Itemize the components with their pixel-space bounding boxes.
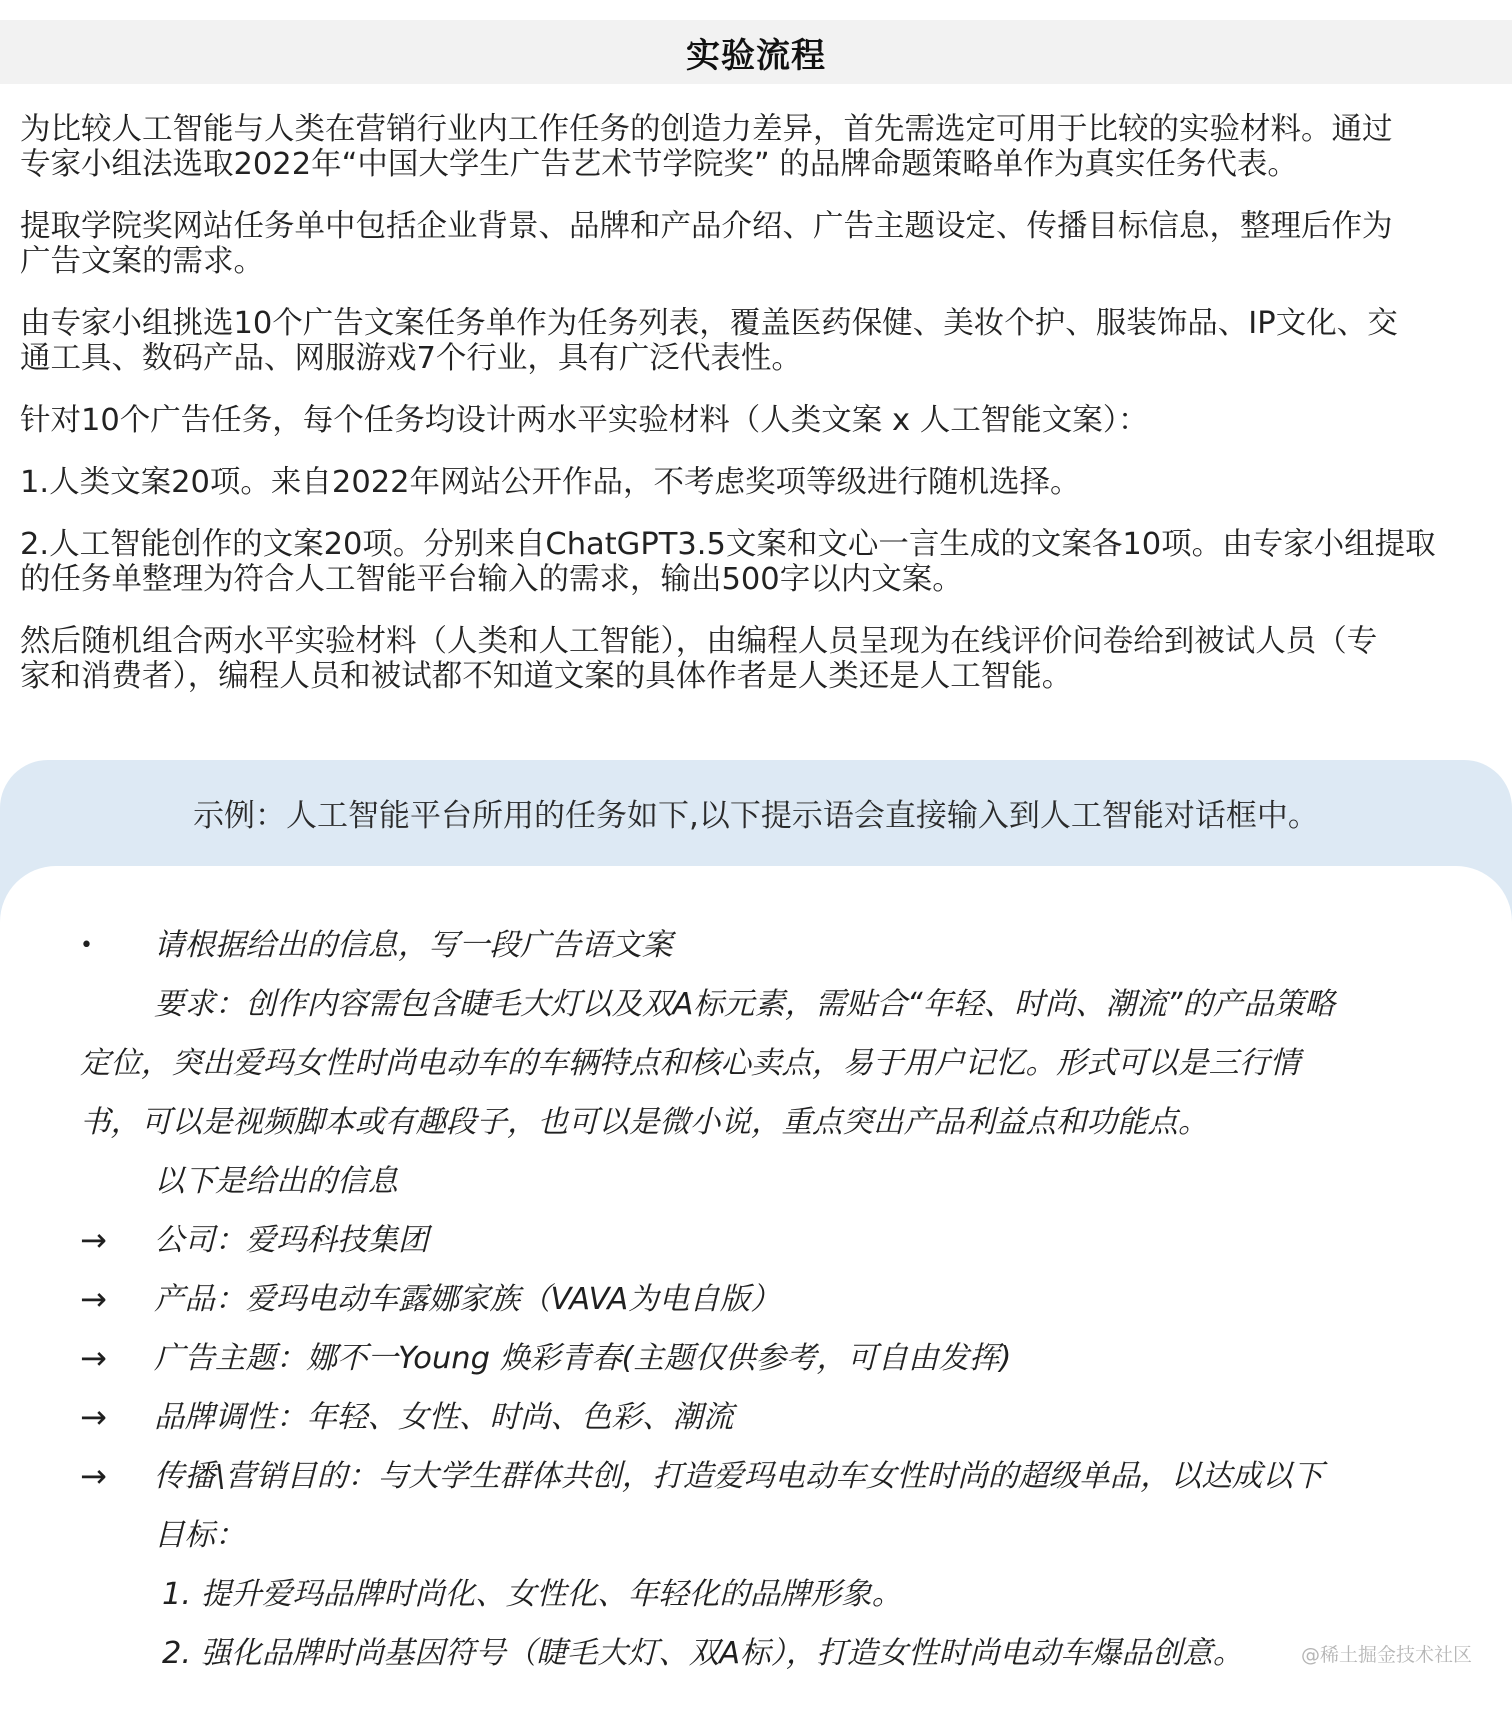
paragraph-extraction bbox=[20, 209, 1498, 279]
info-item-theme bbox=[80, 1329, 1460, 1388]
requirement-line bbox=[80, 975, 1460, 1034]
paragraph-selection bbox=[20, 306, 1498, 376]
text-line: 为比较人工智能与人类在营销行业内工作任务的创造力差异，首先需选定可用于比较的实验材料。通过 bbox=[20, 112, 1393, 147]
text-line: 要求：创作内容需包含睫毛大灯以及双A标元素，需贴合“年轻、时尚、潮流”的产品策略 bbox=[154, 987, 1335, 1022]
info-item-tone bbox=[80, 1388, 1460, 1447]
text-line: 目标： bbox=[154, 1518, 246, 1553]
text-line: 提取学院奖网站任务单中包括企业背景、品牌和产品介绍、广告主题设定、传播目标信息，整理后作为 bbox=[20, 209, 1393, 244]
paragraph-ai-copy bbox=[20, 527, 1498, 597]
text-line: 2. 强化品牌时尚基因符号（睫毛大灯、双A标），打造女性时尚电动车爆品创意。 bbox=[162, 1636, 1244, 1671]
example-heading: 示例：人工智能平台所用的任务如下,以下提示语会直接输入到人工智能对话框中。 bbox=[193, 797, 1319, 834]
watermark: @稀土掘金技术社区 bbox=[1300, 1644, 1472, 1666]
title-bar bbox=[0, 20, 1512, 84]
text-line: 定位，突出爱玛女性时尚电动车的车辆特点和核心卖点，易于用户记忆。形式可以是三行情 bbox=[80, 1046, 1300, 1081]
prompt-intro-row bbox=[80, 916, 1460, 975]
paragraph-human-copy bbox=[20, 465, 1498, 500]
requirement-line bbox=[80, 1034, 1460, 1093]
prompt-block bbox=[80, 916, 1460, 1683]
info-item-text: 产品：爱玛电动车露娜家族（VAVA为电自版） bbox=[154, 1282, 781, 1317]
paragraph-design bbox=[20, 403, 1498, 438]
info-item-company bbox=[80, 1211, 1460, 1270]
prompt-intro: 请根据给出的信息，写一段广告语文案 bbox=[154, 928, 673, 963]
paragraph-procedure bbox=[20, 624, 1498, 694]
info-item-text: 传播\营销目的：与大学生群体共创，打造爱玛电动车女性时尚的超级单品，以达成以下 bbox=[154, 1459, 1324, 1494]
text-line: 由专家小组挑选10个广告文案任务单作为任务列表，覆盖医药保健、美妆个护、服装饰品、IP文化、交 bbox=[20, 306, 1398, 341]
info-intro bbox=[80, 1152, 1460, 1211]
text-line: 书，可以是视频脚本或有趣段子，也可以是微小说，重点突出产品利益点和功能点。 bbox=[80, 1105, 1209, 1140]
text-line: 2.人工智能创作的文案20项。分别来自ChatGPT3.5文案和文心一言生成的文案各10项。由专家小组提取 bbox=[20, 527, 1436, 562]
info-item-product bbox=[80, 1270, 1460, 1329]
arrow-right-icon: → bbox=[80, 1221, 107, 1259]
text-line: 以下是给出的信息 bbox=[154, 1164, 398, 1199]
paragraph-purpose bbox=[20, 112, 1498, 182]
info-item-text: 品牌调性：年轻、女性、时尚、色彩、潮流 bbox=[154, 1400, 734, 1435]
text-line: 1. 提升爱玛品牌时尚化、女性化、年轻化的品牌形象。 bbox=[162, 1577, 903, 1612]
arrow-right-icon: → bbox=[80, 1398, 107, 1436]
info-item-text: 广告主题：娜不一Young 焕彩青春(主题仅供参考，可自由发挥) bbox=[154, 1341, 1012, 1376]
text-line: 广告文案的需求。 bbox=[20, 244, 264, 279]
text-line: 的任务单整理为符合人工智能平台输入的需求，输出500字以内文案。 bbox=[20, 562, 963, 597]
intro-section bbox=[20, 112, 1498, 721]
info-item-text: 公司：爱玛科技集团 bbox=[154, 1223, 429, 1258]
arrow-right-icon: → bbox=[80, 1457, 107, 1495]
text-line: 通工具、数码产品、网服游戏7个行业，具有广泛代表性。 bbox=[20, 341, 802, 376]
example-banner bbox=[0, 760, 1512, 864]
text-line: 专家小组法选取2022年“中国大学生广告艺术节学院奖” 的品牌命题策略单作为真实任务代表。 bbox=[20, 147, 1298, 182]
goal-item bbox=[80, 1624, 1460, 1683]
text-line: 家和消费者），编程人员和被试都不知道文案的具体作者是人类还是人工智能。 bbox=[20, 659, 1073, 694]
arrow-right-icon: → bbox=[80, 1280, 107, 1318]
text-line: 1.人类文案20项。来自2022年网站公开作品，不考虑奖项等级进行随机选择。 bbox=[20, 465, 1081, 500]
text-line: 然后随机组合两水平实验材料（人类和人工智能），由编程人员呈现为在线评价问卷给到被试人员（专 bbox=[20, 624, 1378, 659]
bullet-icon: • bbox=[80, 933, 93, 958]
arrow-right-icon: → bbox=[80, 1339, 107, 1377]
requirement-line bbox=[80, 1093, 1460, 1152]
goal-item bbox=[80, 1565, 1460, 1624]
info-item-goal bbox=[80, 1447, 1460, 1506]
goals-label bbox=[80, 1506, 1460, 1565]
page-title: 实验流程 bbox=[686, 35, 826, 76]
text-line: 针对10个广告任务，每个任务均设计两水平实验材料（人类文案 x 人工智能文案）： bbox=[20, 403, 1149, 438]
